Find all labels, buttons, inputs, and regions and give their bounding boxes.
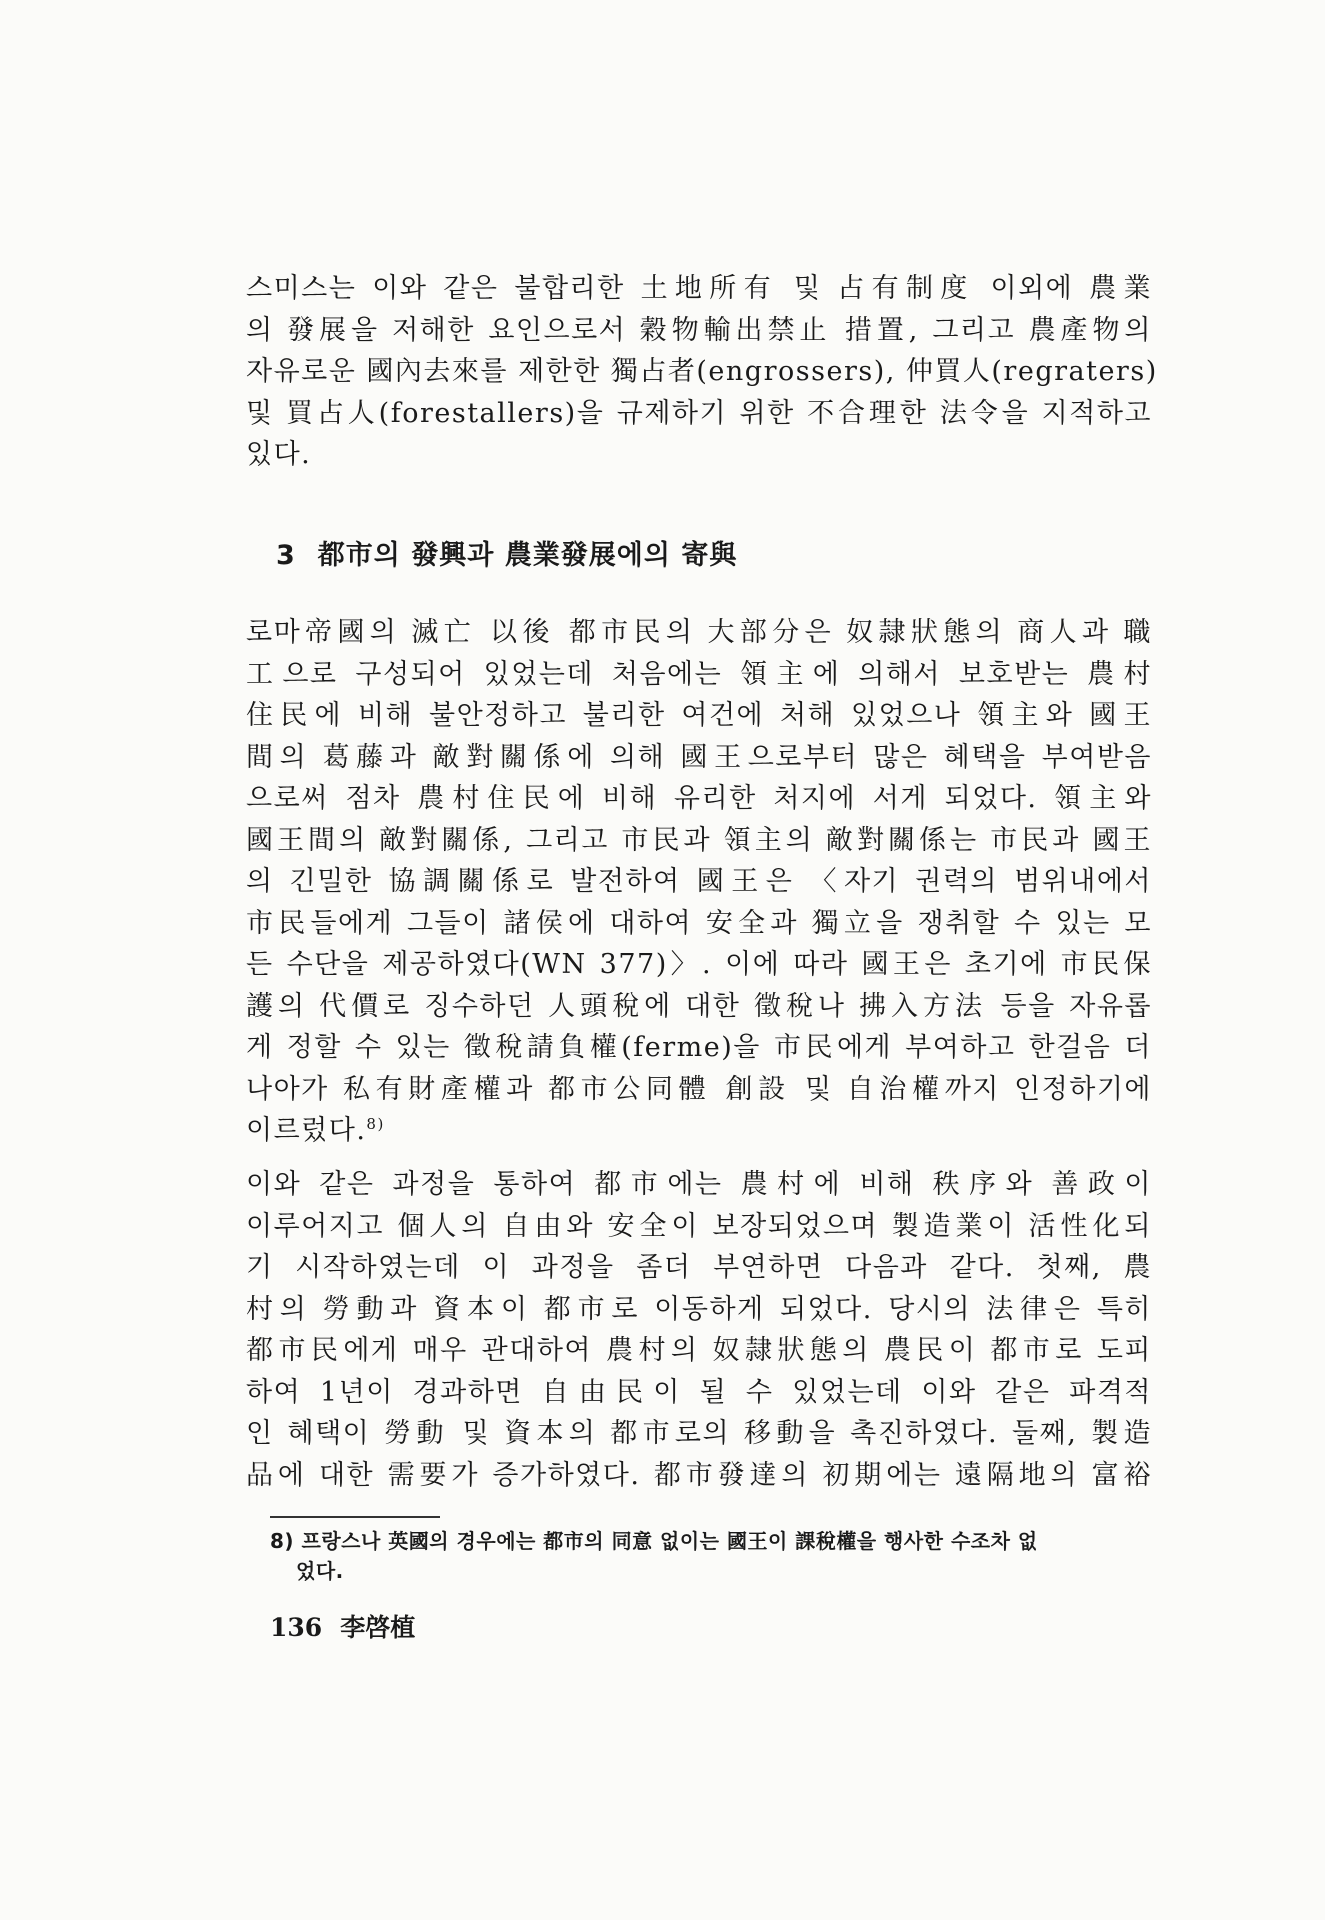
text-line: 이르렀다. [246, 1115, 367, 1146]
section-number: 3 [276, 540, 296, 571]
text-line: 護의 代價로 징수하던 人頭稅에 대한 徵稅나 拂入方法 등을 자유롭 [246, 990, 1152, 1022]
footnote-mark: 8) [270, 1529, 295, 1553]
text-line: 게 정할 수 있는 徵稅請負權(ferme)을 市民에게 부여하고 한걸음 더 [246, 1032, 1152, 1063]
footnote-reference: 8) [366, 1115, 385, 1133]
text-line: 기 시작하였는데 이 과정을 좀더 부연하면 다음과 같다. 첫째, 農 [246, 1252, 1152, 1283]
text-line: 인 혜택이 勞動 및 資本의 都市로의 移動을 촉진하였다. 둘째, 製造 [246, 1418, 1152, 1449]
text-line: 든 수단을 제공하였다(WN 377)〉. 이에 따라 國王은 초기에 市民保 [246, 949, 1152, 980]
text-line: 로마帝國의 滅亡 以後 都市民의 大部分은 奴隷狀態의 商人과 職 [246, 617, 1152, 648]
text-line: 나아가 私有財產權과 都市公同體 創設 및 自治權까지 인정하기에 [246, 1073, 1152, 1105]
page-number: 136 [270, 1613, 323, 1642]
text-line: 間의 葛藤과 敵對關係에 의해 國王으로부터 많은 혜택을 부여받음 [246, 741, 1152, 773]
text-line: 工으로 구성되어 있었는데 처음에는 領主에 의해서 보호받는 農村 [246, 658, 1152, 690]
section-heading [276, 533, 737, 572]
text-line: 스미스는 이와 같은 불합리한 土地所有 및 占有制度 이외에 農業 [246, 273, 1152, 304]
text-line: 의 긴밀한 協調關係로 발전하여 國王은 〈자기 권력의 범위내에서 [246, 866, 1152, 897]
section-title: 都市의 發興과 農業發展에의 寄與 [317, 540, 738, 571]
text-line: 村의 勞動과 資本이 都市로 이동하게 되었다. 당시의 法律은 특히 [246, 1293, 1152, 1325]
text-line: 品에 대한 需要가 증가하였다. 都市發達의 初期에는 遠隔地의 富裕 [246, 1459, 1152, 1491]
footnote [270, 1526, 1156, 1586]
text-line-with-footnote [246, 1110, 1152, 1152]
text-line: 으로써 점차 農村住民에 비해 유리한 처지에 서게 되었다. 領主와 [246, 783, 1152, 814]
text-line: 이루어지고 個人의 自由와 安全이 보장되었으며 製造業이 活性化되 [246, 1210, 1152, 1242]
footnote-line [270, 1526, 1156, 1556]
footnote-divider [270, 1516, 440, 1518]
text-line: 의 發展을 저해한 요인으로서 穀物輸出禁止 措置, 그리고 農產物의 [246, 314, 1152, 346]
text-line: 자유로운 國內去來를 제한한 獨占者(engrossers), 仲買人(regraters) [246, 356, 1158, 387]
paragraph-2 [246, 612, 1152, 1152]
paragraph-3 [246, 1164, 1152, 1496]
page-footer [270, 1608, 415, 1644]
paragraph-1 [246, 268, 1158, 476]
author-name: 李啓植 [340, 1613, 416, 1642]
text-line: 都市民에게 매우 관대하여 農村의 奴隷狀態의 農民이 都市로 도피 [246, 1335, 1152, 1366]
footnote-line: 었다. [296, 1559, 344, 1583]
text-line: 市民들에게 그들이 諸侯에 대하여 安全과 獨立을 쟁취할 수 있는 모 [246, 907, 1152, 939]
text-line: 이와 같은 과정을 통하여 都市에는 農村에 비해 秩序와 善政이 [246, 1169, 1152, 1200]
text-line: 國王間의 敵對關係, 그리고 市民과 領主의 敵對關係는 市民과 國王 [246, 824, 1152, 856]
text-line: 및 買占人(forestallers)을 규제하기 위한 不合理한 法令을 지적하고 [246, 397, 1152, 429]
text-line: 하여 1년이 경과하면 自由民이 될 수 있었는데 이와 같은 파격적 [246, 1376, 1152, 1408]
footnote-text: 프랑스나 英國의 경우에는 都市의 同意 없이는 國王이 課稅權을 행사한 수조차 없 [301, 1529, 1038, 1553]
text-line: 있다. [246, 439, 312, 470]
text-line: 住民에 비해 불안정하고 불리한 여건에 처해 있었으나 領主와 國王 [246, 700, 1152, 731]
